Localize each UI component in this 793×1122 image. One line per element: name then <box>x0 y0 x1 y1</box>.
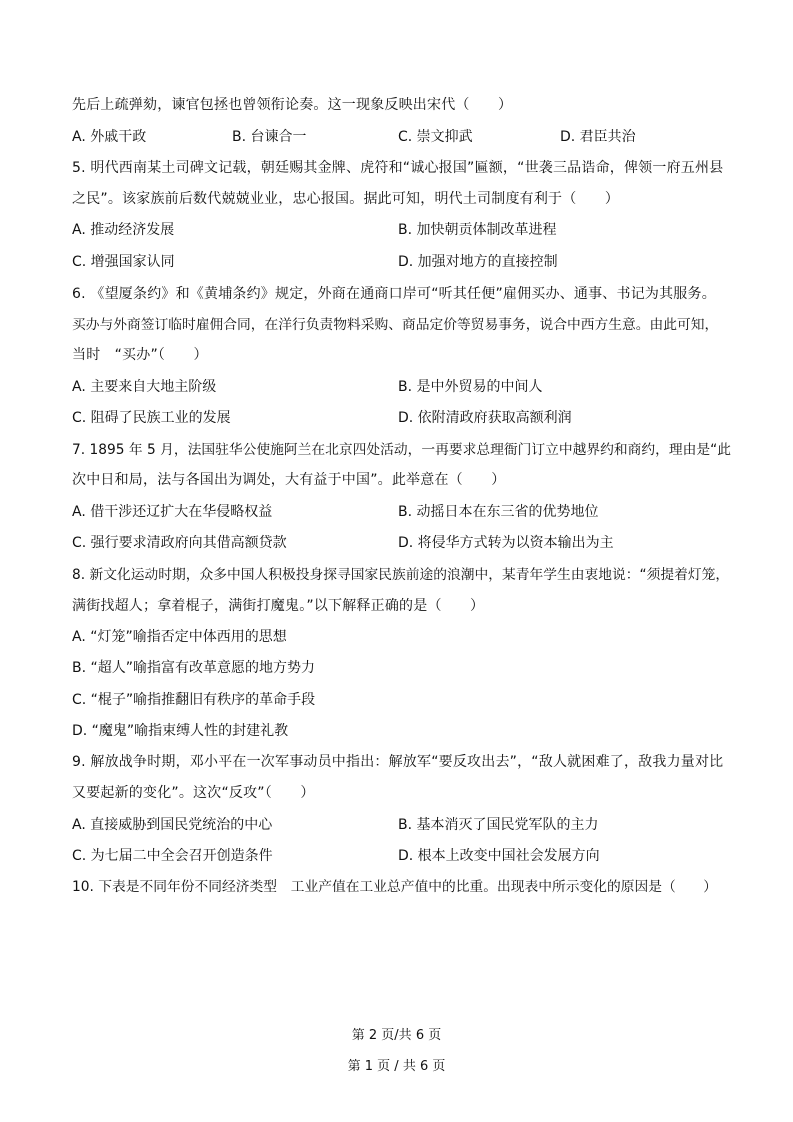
q5-stem-line-1: 5. 明代西南某土司碑文记载，朝廷赐其金牌、虎符和“诚心报国”匾额，“世袭三品诰命，俾领一府五州县 <box>72 160 724 176</box>
q7-stem-line-1: 7. 1895 年 5 月，法国驻华公使施阿兰在北京四处活动，一再要求总理衙门订立中越界约和商约，理由是“此 <box>72 442 731 458</box>
q4-option-c: C. 崇文抑武 <box>398 129 473 145</box>
q8-option-b: B. “超人”喻指富有改革意愿的地方势力 <box>72 660 316 676</box>
inner-page-footer: 第 2 页/共 6 页 <box>351 1028 442 1043</box>
q9-stem-line-2: 又要起新的变化”。这次“反攻”（ ） <box>72 785 315 801</box>
q4-stem-tail: 先后上疏弹劾，谏官包拯也曾领衔论奏。这一现象反映出宋代（ ） <box>72 97 513 113</box>
q9-option-c: C. 为七届二中全会召开创造条件 <box>72 848 273 864</box>
q6-stem-line-2: 买办与外商签订临时雇佣合同，在洋行负责物料采购、商品定价等贸易事务，说合中西方生意。由此可知， <box>72 317 719 333</box>
q4-option-a: A. 外戚干政 <box>72 129 147 145</box>
q9-option-b: B. 基本消灭了国民党军队的主力 <box>398 817 599 833</box>
q7-option-d: D. 将侵华方式转为以资本输出为主 <box>398 535 614 551</box>
q4-option-b: B. 台谏合一 <box>232 129 307 145</box>
q8-stem-line-2: 满街找超人；拿着棍子，满街打魔鬼。”以下解释正确的是（ ） <box>72 598 485 614</box>
q6-option-b: B. 是中外贸易的中间人 <box>398 379 543 395</box>
q7-option-b: B. 动摇日本在东三省的优势地位 <box>398 504 599 520</box>
q9-option-a: A. 直接威胁到国民党统治的中心 <box>72 817 273 833</box>
q8-option-d: D. “魔鬼”喻指束缚人性的封建礼教 <box>72 723 289 739</box>
q7-option-c: C. 强行要求清政府向其借高额贷款 <box>72 535 287 551</box>
q6-stem-line-3: 当时 “买办”（ ） <box>72 347 208 363</box>
q7-stem-line-2: 次中日和局，法与各国出为调处，大有益于中国”。此举意在（ ） <box>72 472 506 488</box>
q8-stem-line-1: 8. 新文化运动时期，众多中国人积极投身探寻国家民族前途的浪潮中，某青年学生由衷地说：“须提着灯笼， <box>72 567 730 583</box>
q8-option-c: C. “棍子”喻指推翻旧有秩序的革命手段 <box>72 692 316 708</box>
q8-option-a: A. “灯笼”喻指否定中体西用的思想 <box>72 629 287 645</box>
q7-option-a: A. 借干涉还辽扩大在华侵略权益 <box>72 504 273 520</box>
q9-option-d: D. 根本上改变中国社会发展方向 <box>398 848 600 864</box>
q5-option-d: D. 加强对地方的直接控制 <box>398 254 558 270</box>
q4-option-d: D. 君臣共治 <box>560 129 636 145</box>
q5-stem-line-2: 之民”。该家族前后数代兢兢业业，忠心报国。据此可知，明代土司制度有利于（ ） <box>72 191 620 207</box>
q5-option-b: B. 加快朝贡体制改革进程 <box>398 222 557 238</box>
q10-stem-line-1: 10. 下表是不同年份不同经济类型 工业产值在工业总产值中的比重。出现表中所示变化的原因是（ ） <box>72 879 717 895</box>
q6-stem-line-1: 6. 《望厦条约》和《黄埔条约》规定，外商在通商口岸可“听其任便”雇佣买办、通事、书记为其服务。 <box>72 286 716 302</box>
q6-option-d: D. 依附清政府获取高额利润 <box>398 410 572 426</box>
q6-option-c: C. 阻碍了民族工业的发展 <box>72 410 231 426</box>
q5-option-c: C. 增强国家认同 <box>72 254 175 270</box>
q5-option-a: A. 推动经济发展 <box>72 222 175 238</box>
outer-page-footer: 第 1 页 / 共 6 页 <box>347 1059 446 1074</box>
q6-option-a: A. 主要来自大地主阶级 <box>72 379 217 395</box>
q9-stem-line-1: 9. 解放战争时期，邓小平在一次军事动员中指出：解放军“要反攻出去”，“敌人就困难了，敌我力量对比 <box>72 754 724 770</box>
